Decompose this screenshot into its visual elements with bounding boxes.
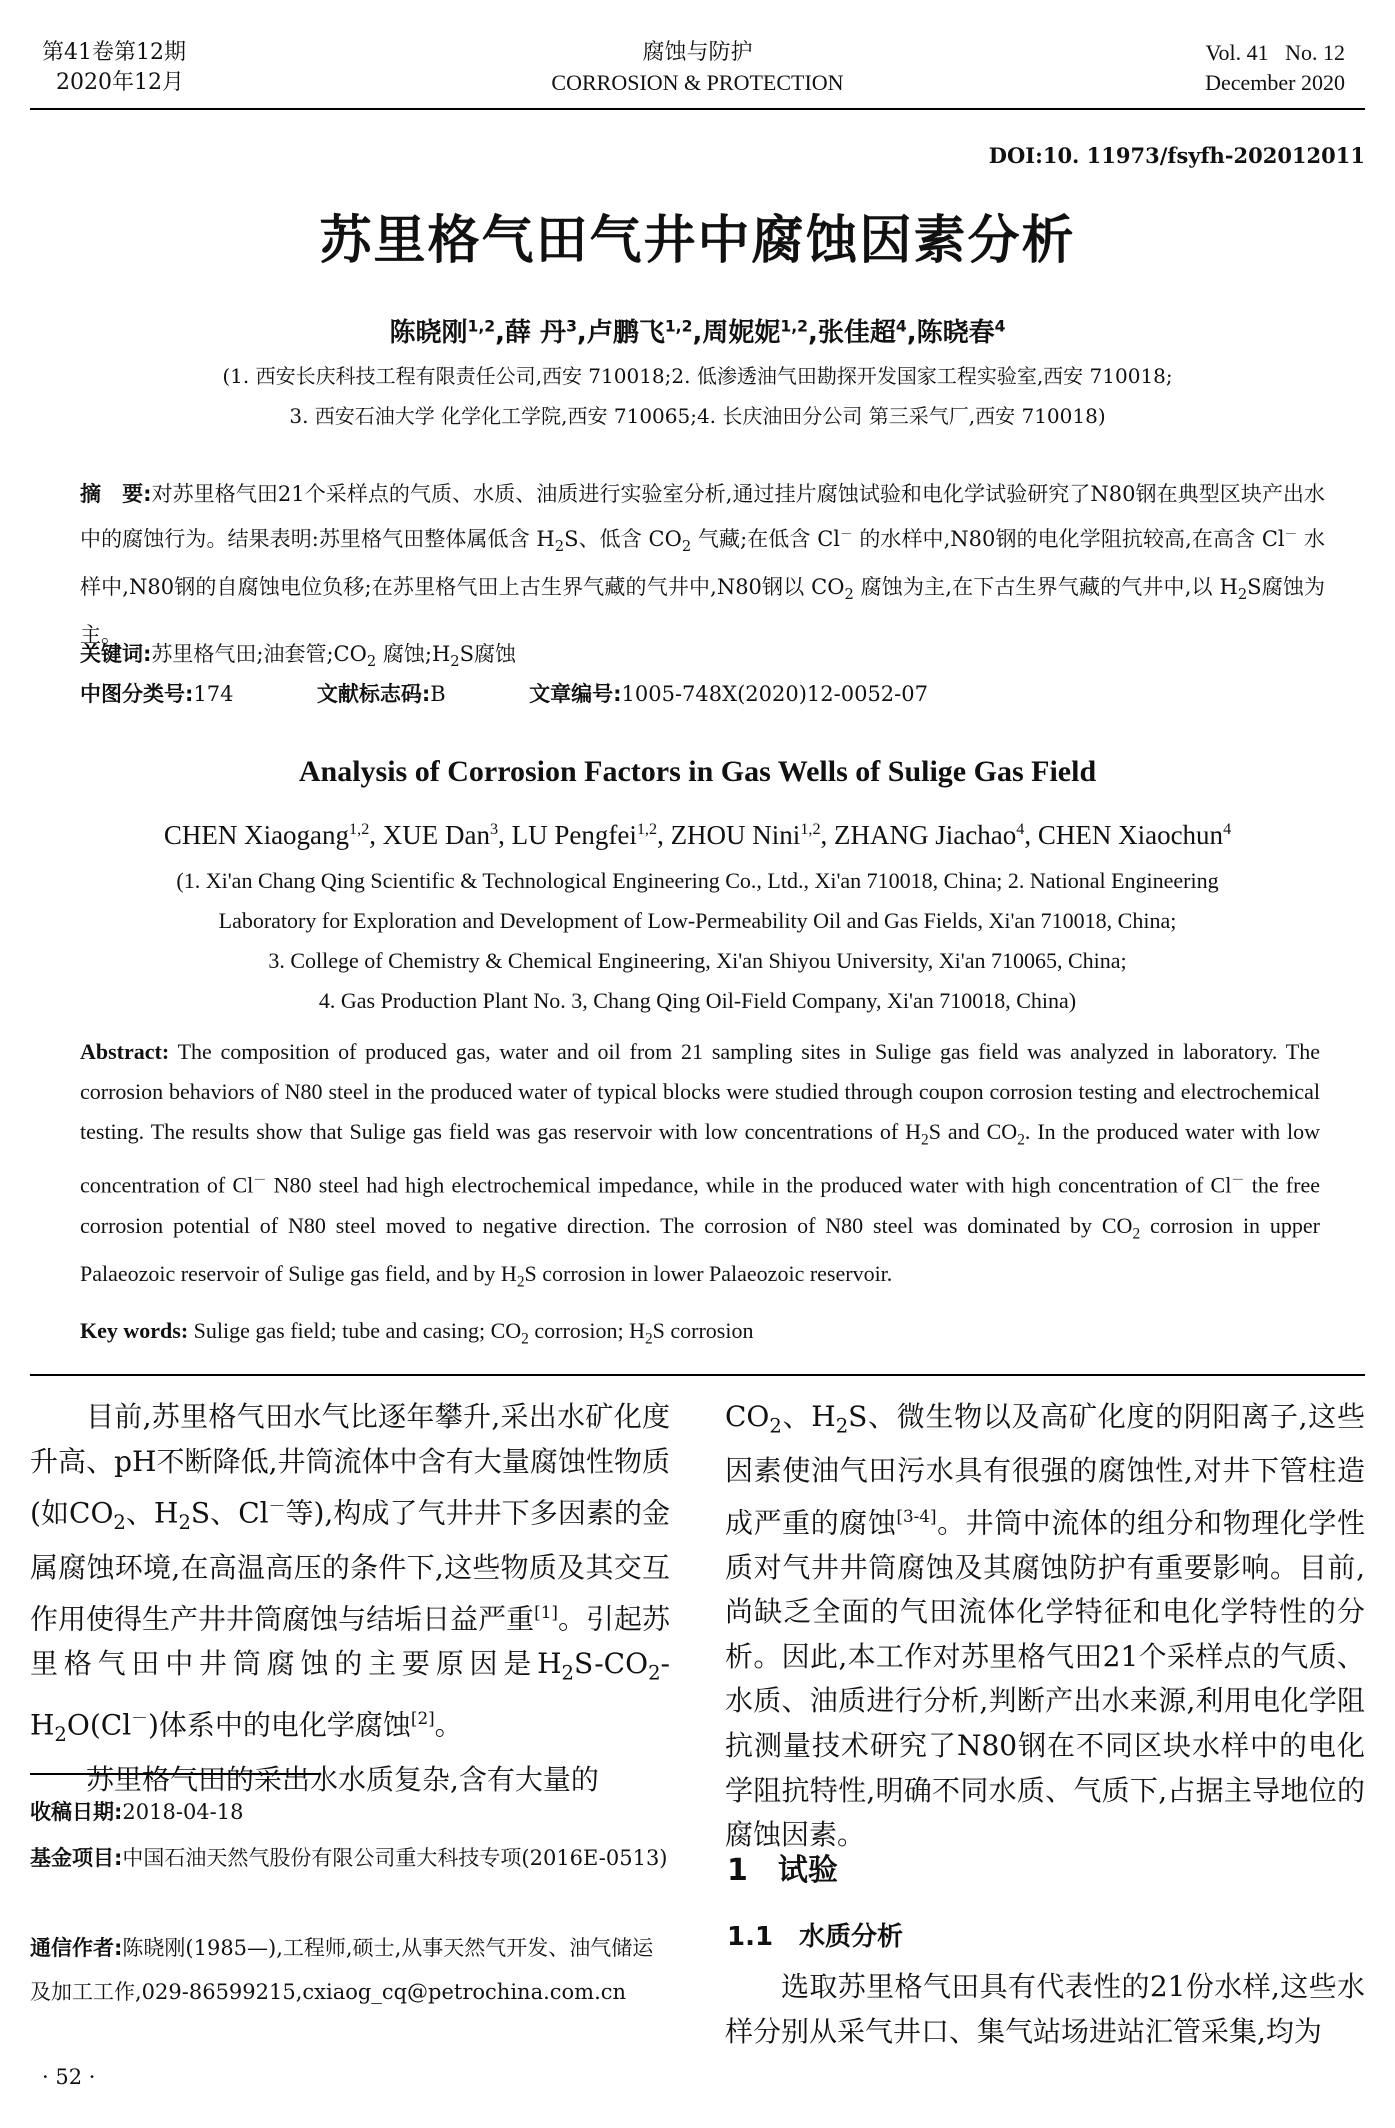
body-text: S、Cl bbox=[190, 1496, 269, 1530]
authors-en: CHEN Xiaogang$^{1,2}$, XUE Dan$^3$, LU Pengfei$^{1,2}$, ZHOU Nini$^{1,2}$, ZHANG Jiachao$^4$, CHEN Xiaochun$^4$ bbox=[163, 820, 1232, 850]
citation-link[interactable]: [1] bbox=[534, 1602, 558, 1623]
subscript: 2 bbox=[1237, 586, 1248, 604]
author-name: 周妮妮 bbox=[702, 318, 781, 348]
author-affiliation-mark: 4 bbox=[1223, 820, 1232, 838]
subscript: 2 bbox=[516, 1273, 525, 1291]
subscript: 2 bbox=[1017, 1131, 1025, 1149]
author-name: CHEN Xiaochun bbox=[1037, 820, 1224, 850]
subscript: 2 bbox=[450, 653, 460, 671]
author-affiliation-mark: 4 bbox=[895, 317, 907, 336]
body-text: S、微生物以及高矿化度的阴阳离子,这些因素使油气田污水具有很强的腐蚀性,对井下管柱造成严重的腐蚀 bbox=[725, 1400, 1365, 1540]
abstract-en-text: S corrosion in lower Palaeozoic reservoir. bbox=[524, 1261, 893, 1287]
affiliation-cn-line-2: 3. 西安石油大学 化学化工学院,西安 710065;4. 长庆油田分公司 第三采气厂,西安 710018) bbox=[289, 404, 1106, 428]
body-text: 。引起苏里格气田中井筒腐蚀的主要原因是H bbox=[30, 1602, 670, 1681]
author-name: 张佳超 bbox=[817, 318, 896, 348]
keywords-cn-text: 腐蚀;H bbox=[376, 642, 451, 666]
abstract-cn-text: S、低含 CO bbox=[564, 527, 682, 551]
received-date: 2018-04-18 bbox=[122, 1800, 244, 1824]
citation-link[interactable]: [3-4] bbox=[896, 1505, 937, 1526]
doi[interactable]: DOI:10. 11973/fsyfh-202012011 bbox=[988, 143, 1365, 168]
abstract-en-text: . In the produced water with low concentration of Cl bbox=[80, 1119, 1321, 1198]
abstract-en-text: corrosion in upper Palaeozoic reservoir of Sulige gas field, and by H bbox=[80, 1212, 1321, 1287]
author-affiliation-mark: 1,2 bbox=[780, 317, 808, 336]
abstract-cn-text: 水样中,N80钢的自腐蚀电位负移;在苏里格气田上古生界气藏的气井中,N80钢以 CO bbox=[80, 527, 1325, 600]
subscript: 2 bbox=[1132, 1225, 1141, 1243]
subscript: 2 bbox=[835, 1414, 849, 1438]
superscript: － bbox=[253, 1172, 267, 1188]
body-text: CO bbox=[725, 1400, 770, 1433]
abstract-cn-text: 对苏里格气田21个采样点的气质、水质、油质进行实验室分析,通过挂片腐蚀试验和电化学试验研究了N80钢在典型区块产出水中的腐蚀行为。结果表明:苏里格气田整体属低含 H bbox=[80, 482, 1325, 551]
superscript: － bbox=[839, 526, 853, 541]
body-column-left bbox=[30, 1395, 670, 1803]
received-label: 收稿日期: bbox=[30, 1800, 123, 1824]
author-affiliation-mark: 4 bbox=[1016, 820, 1025, 838]
doc-code-label: 文献标志码: bbox=[316, 682, 431, 706]
body-text: O(Cl bbox=[66, 1708, 132, 1742]
abstract-cn-text: 气藏;在低含 Cl bbox=[691, 527, 840, 551]
corresponding-value: 陈晓刚(1985—),工程师,硕士,从事天然气开发、油气储运及加工工作,029-86599215,cxiaog_cq@petrochina.com.cn bbox=[30, 1936, 654, 2004]
keywords-en bbox=[80, 1318, 1320, 1348]
abstract-cn-text: S腐蚀为主。 bbox=[80, 575, 1326, 648]
abstract-en-text: The composition of produced gas, water and oil from 21 sampling sites in Sulige gas field was analyzed in laboratory. The corrosion behaviors of N80 steel in the produced water of typical blocks were studied through coupon corrosion testing and electrochemical testing. The results show that Sulige gas field was gas reservoir with low concentrations of H bbox=[80, 1039, 1320, 1144]
body-paragraph bbox=[725, 1395, 1365, 1858]
abstract-en-label: Abstract: bbox=[80, 1039, 170, 1064]
subscript: 2 bbox=[561, 1661, 575, 1685]
body-text: 。井筒中流体的组分和物理化学性质对气井井筒腐蚀及其腐蚀防护有重要影响。目前,尚缺乏全面的气田流体化学特征和电化学特性的分析。因此,本工作对苏里格气田21个采样点的气质、水质、油质进行分析,判断产出水来源,利用电化学阻抗测量技术研究了N80钢在不同区块水样中的电化学阻抗特性,明确不同水质、气质下,占据主导地位的腐蚀因素。 bbox=[725, 1506, 1365, 1852]
journal-name-en: CORROSION & PROTECTION bbox=[551, 70, 844, 95]
doc-code-value: B bbox=[430, 682, 446, 706]
section-rule bbox=[30, 1374, 1365, 1376]
header-journal bbox=[0, 38, 1395, 98]
author-affiliation-mark: 1,2 bbox=[349, 820, 370, 838]
author-name: CHEN Xiaogang bbox=[163, 820, 350, 850]
body-text: 、H bbox=[125, 1496, 179, 1530]
abstract-cn-text: 的水样中,N80钢的电化学阻抗较高,在高含 Cl bbox=[852, 527, 1285, 551]
author-name: 卢鹏飞 bbox=[586, 318, 665, 348]
subscript: 2 bbox=[769, 1414, 782, 1438]
subscript: 2 bbox=[113, 1511, 126, 1535]
keywords-en-text: corrosion; H bbox=[528, 1318, 645, 1343]
authors-cn: 陈晓刚$^{1,2}$,薛 丹$^3$,卢鹏飞$^{1,2}$,周妮妮$^{1,2}$,张佳超$^4$,陈晓春$^4$ bbox=[389, 317, 1006, 348]
abstract-en-text: the free corrosion potential of N80 steel moved to negative direction. The corrosion of N80 steel was dominated by CO bbox=[80, 1172, 1320, 1238]
page-number: · 52 · bbox=[42, 2065, 96, 2089]
body-text: 。 bbox=[434, 1708, 463, 1742]
superscript: － bbox=[1284, 526, 1298, 541]
keywords-en-text: Sulige gas field; tube and casing; CO bbox=[188, 1318, 522, 1343]
affiliation-en-line-2: Laboratory for Exploration and Development of Low-Permeability Oil and Gas Fields, Xi'an 710018, China; bbox=[218, 908, 1177, 933]
author-affiliation-mark: 4 bbox=[994, 317, 1006, 336]
abstract-en-text: S and CO bbox=[928, 1119, 1018, 1144]
footnote-rule bbox=[30, 1773, 320, 1775]
date-en: December 2020 bbox=[1205, 70, 1345, 95]
author-name: ZHANG Jiachao bbox=[834, 820, 1017, 850]
author-name: XUE Dan bbox=[382, 820, 491, 850]
subscript: 2 bbox=[54, 1723, 67, 1747]
journal-name-cn: 腐蚀与防护 bbox=[642, 40, 753, 65]
abstract-cn-label: 摘 要: bbox=[80, 482, 152, 506]
body-text: )体系中的电化学腐蚀 bbox=[147, 1708, 411, 1742]
author-name: LU Pengfei bbox=[511, 820, 637, 850]
footnote-corresponding bbox=[30, 1926, 670, 2014]
corresponding-label: 通信作者: bbox=[30, 1936, 123, 1960]
paper-title-en: Analysis of Corrosion Factors in Gas Wells of Sulige Gas Field bbox=[298, 755, 1097, 788]
author-name: 薛 丹 bbox=[505, 318, 567, 348]
subscript: 2 bbox=[681, 538, 692, 556]
subscript: 2 bbox=[844, 586, 854, 604]
affiliation-en-line-3: 3. College of Chemistry & Chemical Engineering, Xi'an Shiyou University, Xi'an 710065, China; bbox=[268, 948, 1127, 973]
body-text: 等),构成了气井井下多因素的金属腐蚀环境,在高温高压的条件下,这些物质及其交互作用使得生产井井筒腐蚀与结垢日益严重 bbox=[30, 1496, 671, 1636]
header-volume-en bbox=[1205, 38, 1345, 98]
body-text: -H bbox=[30, 1647, 670, 1742]
date-cn: 2020年12月 bbox=[56, 70, 184, 95]
body-paragraph: 选取苏里格气田具有代表性的21份水样,这些水样分别从采气井口、集气站场进站汇管采集,均为 bbox=[725, 1970, 1365, 2048]
author-name: 陈晓春 bbox=[916, 318, 995, 348]
subscript: 2 bbox=[644, 1330, 653, 1348]
body-column-right bbox=[725, 1395, 1365, 1858]
abstract-en-text: N80 steel had high electrochemical impedance, while in the produced water with high concentration of Cl bbox=[266, 1172, 1232, 1198]
article-number-value: 1005-748X(2020)12-0052-07 bbox=[621, 682, 928, 706]
keywords-cn-text: 苏里格气田;油套管;CO bbox=[151, 642, 367, 666]
subscript: 2 bbox=[554, 538, 565, 556]
author-affiliation-mark: 3 bbox=[490, 820, 499, 838]
author-affiliation-mark: 1,2 bbox=[664, 317, 693, 336]
subscript: 2 bbox=[178, 1511, 191, 1535]
body-paragraph bbox=[30, 1395, 670, 1758]
citation-link[interactable]: [2] bbox=[410, 1708, 435, 1729]
paper-title-cn: 苏里格气田气井中腐蚀因素分析 bbox=[319, 211, 1076, 271]
subscript: 2 bbox=[521, 1330, 529, 1348]
article-number-label: 文章编号: bbox=[529, 682, 622, 706]
superscript: － bbox=[131, 1708, 148, 1729]
volume-issue-cn: 第41卷第12期 bbox=[42, 40, 186, 65]
subscript: 2 bbox=[921, 1131, 929, 1149]
funding-value: 中国石油天然气股份有限公司重大科技专项(2016E-0513) bbox=[122, 1846, 668, 1870]
body-paragraph: 苏里格气田的采出水水质复杂,含有大量的 bbox=[86, 1762, 599, 1796]
abstract-cn-text: 腐蚀为主,在下古生界气藏的气井中,以 H bbox=[853, 575, 1238, 600]
body-text: 、H bbox=[781, 1400, 836, 1433]
body-text: 目前,苏里格气田水气比逐年攀升,采出水矿化度升高、pH不断降低,井筒流体中含有大量腐蚀性物质(如CO bbox=[30, 1400, 670, 1530]
author-name: 陈晓刚 bbox=[389, 318, 468, 348]
body-column-right-continued bbox=[725, 1965, 1365, 2054]
subscript: 2 bbox=[366, 653, 377, 671]
affiliation-en-line-4: 4. Gas Production Plant No. 3, Chang Qing Oil-Field Company, Xi'an 710018, China) bbox=[318, 988, 1077, 1013]
keywords-cn-text: S腐蚀 bbox=[459, 642, 517, 666]
keywords-en-text: S corrosion bbox=[652, 1318, 754, 1343]
author-affiliation-mark: 1,2 bbox=[467, 317, 496, 336]
affiliation-en-line-1: (1. Xi'an Chang Qing Scientific & Technological Engineering Co., Ltd., Xi'an 710018, China; 2. National Engineering bbox=[176, 868, 1219, 893]
abstract-cn bbox=[80, 474, 1325, 655]
author-affiliation-mark: 3 bbox=[566, 317, 577, 336]
section-heading-1-1: 1.1 水质分析 bbox=[727, 1922, 904, 1952]
author-name: ZHOU Nini bbox=[670, 820, 801, 850]
keywords-en-label: Key words: bbox=[80, 1318, 189, 1343]
footnote-funding bbox=[30, 1836, 670, 1880]
funding-label: 基金项目: bbox=[30, 1846, 123, 1870]
abstract-en bbox=[80, 1032, 1320, 1303]
superscript: － bbox=[1231, 1172, 1245, 1188]
section-heading-1: 1 试验 bbox=[727, 1853, 838, 1888]
subscript: 2 bbox=[648, 1661, 661, 1685]
footnote-received bbox=[30, 1790, 670, 1834]
clc-label: 中图分类号: bbox=[80, 682, 194, 706]
body-text: S-CO bbox=[574, 1647, 649, 1681]
clc-value: 174 bbox=[193, 682, 234, 706]
affiliation-cn-line-1: (1. 西安长庆科技工程有限责任公司,西安 710018;2. 低渗透油气田勘探开发国家工程实验室,西安 710018; bbox=[222, 364, 1173, 388]
author-affiliation-mark: 1,2 bbox=[636, 820, 658, 838]
superscript: － bbox=[268, 1496, 286, 1517]
header-rule bbox=[30, 108, 1365, 110]
keywords-cn-label: 关键词: bbox=[80, 642, 152, 666]
author-affiliation-mark: 1,2 bbox=[800, 820, 821, 838]
volume-issue-en: Vol. 41 No. 12 bbox=[1205, 40, 1345, 65]
classification-line bbox=[80, 674, 1325, 714]
